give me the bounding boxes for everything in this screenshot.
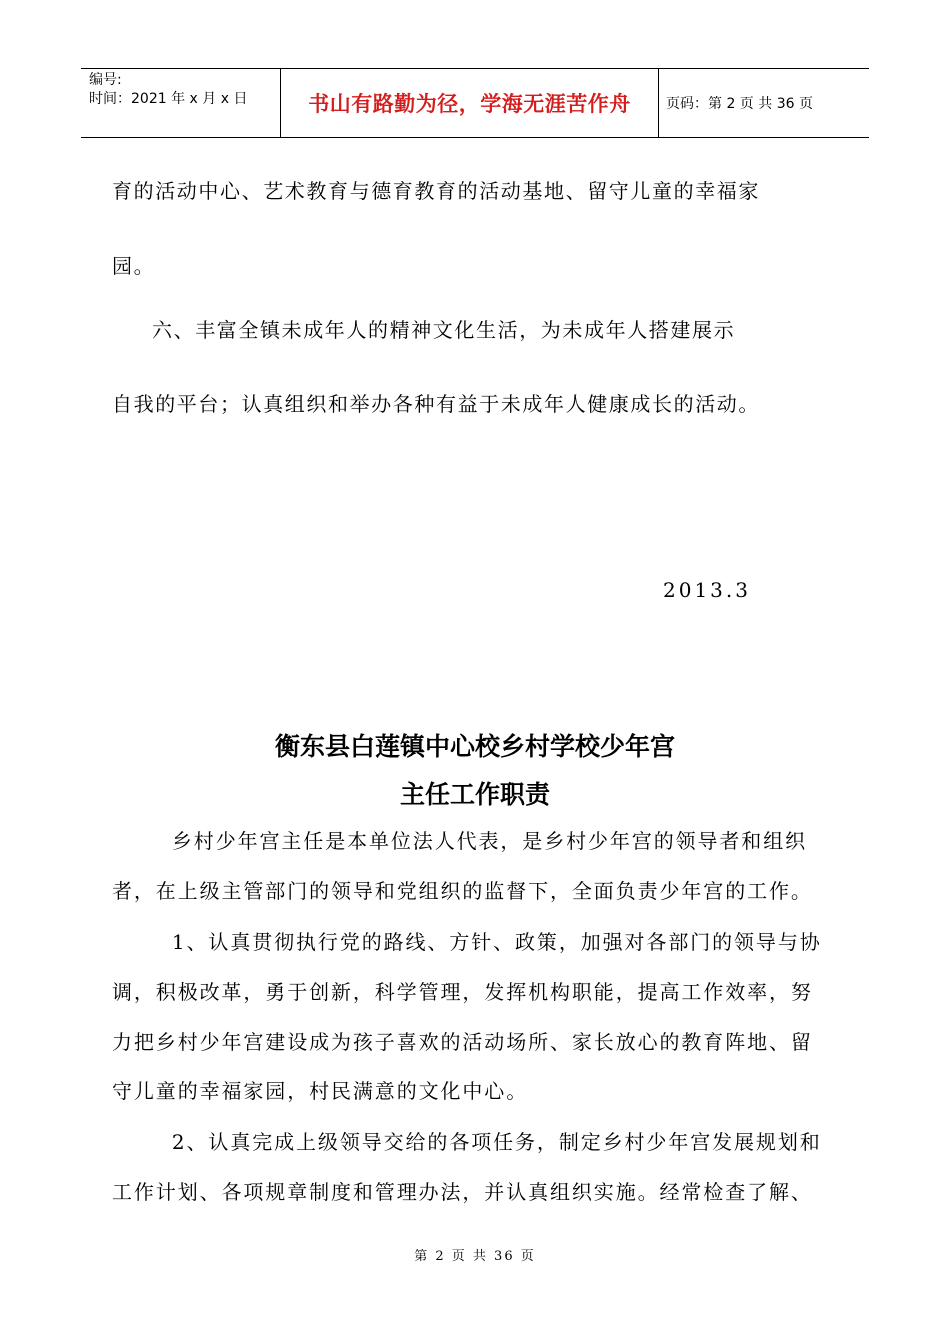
section-title: 衡东县白莲镇中心校乡村学校少年宫 [274, 732, 675, 761]
paragraph-line: 者，在上级主管部门的领导和党组织的监督下，全面负责少年宫的工作。 [112, 879, 813, 903]
paragraph-line: 六、丰富全镇未成年人的精神文化生活，为未成年人搭建展示 [152, 318, 736, 342]
page-info: 页码：第 2 页 共 36 页 [666, 96, 813, 112]
paragraph-line: 园。 [112, 254, 156, 278]
number-label: 编号: [89, 72, 122, 88]
paragraph-line: 自我的平台；认真组织和举办各种有益于未成年人健康成长的活动。 [112, 392, 760, 416]
paragraph-line: 调，积极改革，勇于创新，科学管理，发挥机构职能，提高工作效率，努 [112, 980, 813, 1004]
header-meta [89, 71, 279, 109]
section-subtitle: 主任工作职责 [399, 780, 550, 809]
time-label: 时间：2021 年 x 月 x 日 [89, 91, 248, 107]
paragraph-line: 育的活动中心、艺术教育与德育教育的活动基地、留守儿童的幸福家 [112, 179, 760, 203]
page-footer: 第 2 页 共 36 页 [414, 1249, 536, 1264]
header-divider [658, 69, 659, 137]
paragraph-line: 1、认真贯彻执行党的路线、方针、政策，加强对各部门的领导与协 [150, 930, 822, 954]
paragraph-line: 力把乡村少年宫建设成为孩子喜欢的活动场所、家长放心的教育阵地、留 [112, 1030, 813, 1054]
motto: 书山有路勤为径，学海无涯苦作舟 [308, 92, 631, 116]
paragraph-line: 2、认真完成上级领导交给的各项任务，制定乡村少年宫发展规划和 [150, 1130, 822, 1154]
document-date: 2013.3 [663, 578, 751, 602]
paragraph-line: 守儿童的幸福家园，村民满意的文化中心。 [112, 1079, 529, 1103]
paragraph-line: 工作计划、各项规章制度和管理办法，并认真组织实施。经常检查了解、 [112, 1180, 813, 1204]
paragraph-line: 乡村少年宫主任是本单位法人代表，是乡村少年宫的领导者和组织 [150, 829, 807, 853]
header-table [81, 68, 869, 138]
